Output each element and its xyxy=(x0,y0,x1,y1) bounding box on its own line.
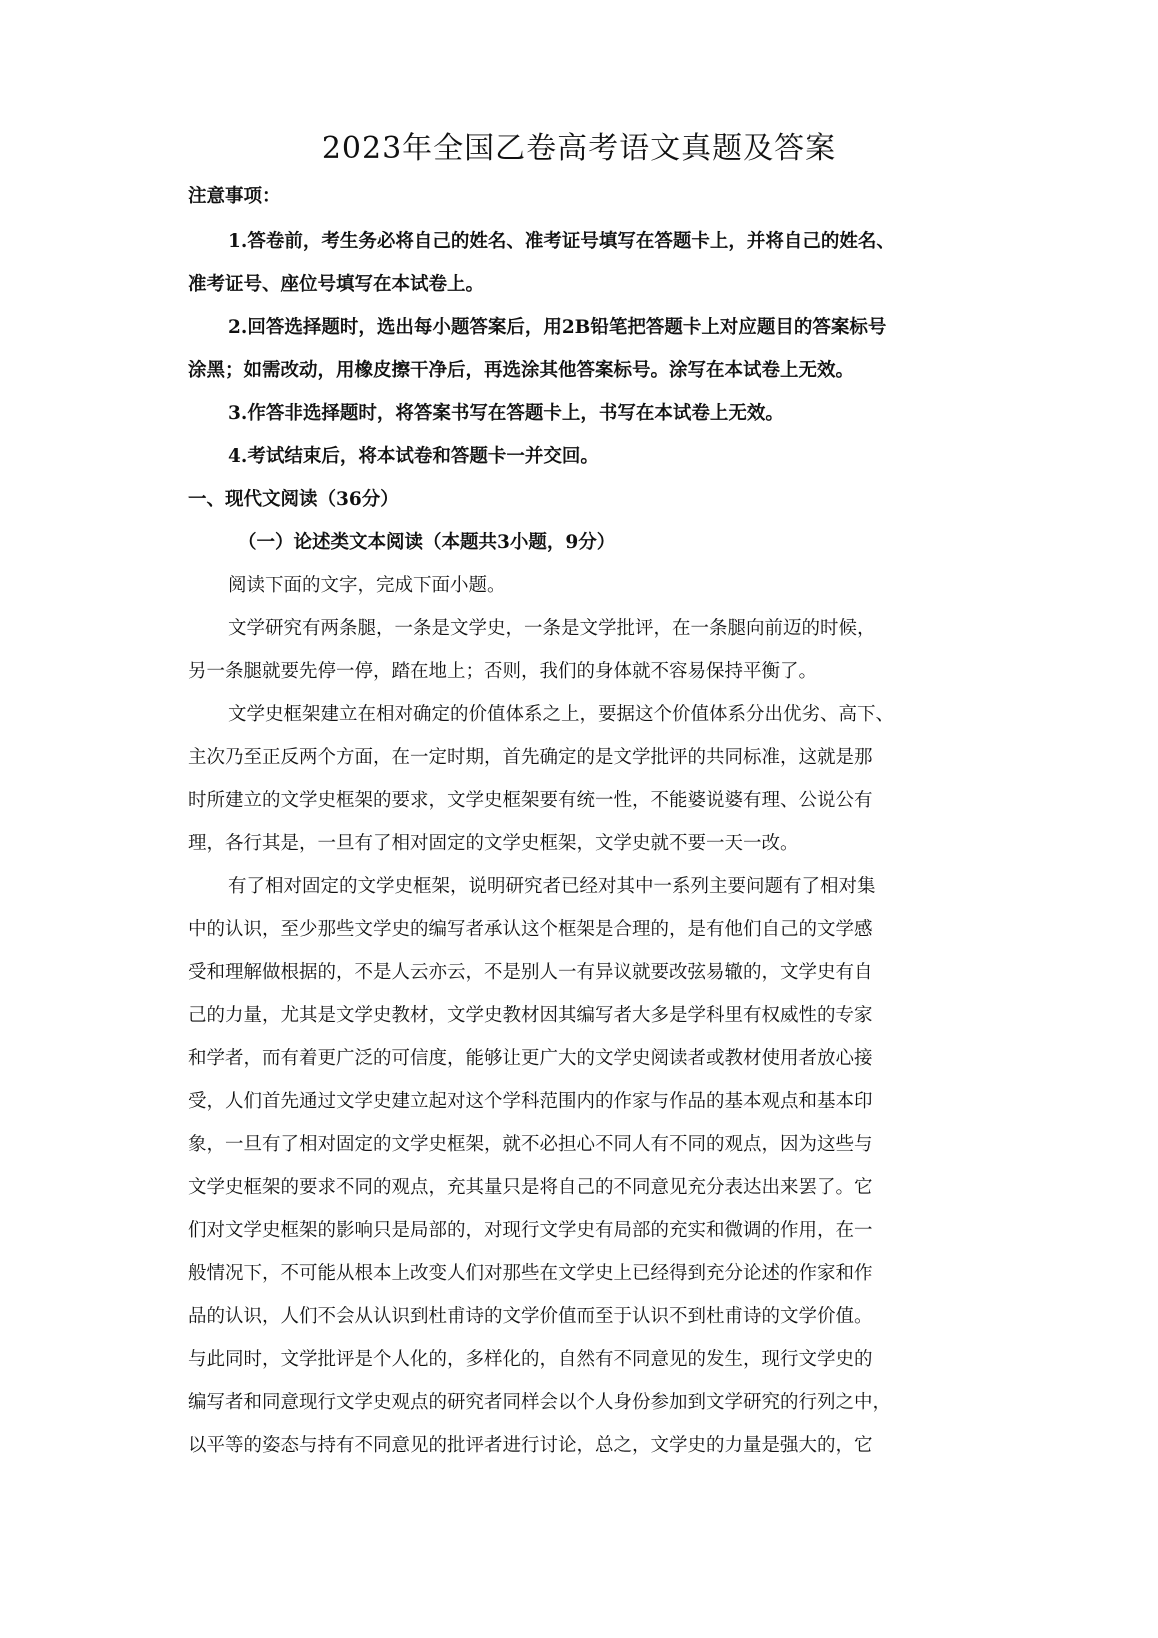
paragraph-2-line-3: 时所建立的文学史框架的要求，文学史框架要有统一性，不能婆说婆有理、公说公有 xyxy=(188,790,873,811)
paragraph-3-line-14: 以平等的姿态与持有不同意见的批评者进行讨论，总之，文学史的力量是强大的，它 xyxy=(188,1435,873,1456)
paragraph-1-line-1: 文学研究有两条腿，一条是文学史，一条是文学批评，在一条腿向前迈的时候， xyxy=(228,618,876,639)
paragraph-3-line-9: 们对文学史框架的影响只是局部的，对现行文学史有局部的充实和微调的作用，在一 xyxy=(188,1220,873,1241)
paragraph-3-line-3: 受和理解做根据的，不是人云亦云，不是别人一有异议就要改弦易辙的，文学史有自 xyxy=(188,962,873,983)
paragraph-2-line-2: 主次乃至正反两个方面，在一定时期，首先确定的是文学批评的共同标准，这就是那 xyxy=(188,747,873,768)
section-heading: 一、现代文阅读（36分） xyxy=(188,489,399,510)
notice-item-1-line-1: 1.答卷前，考生务必将自己的姓名、准考证号填写在答题卡上，并将自己的姓名、 xyxy=(228,231,895,252)
notice-item-4: 4.考试结束后，将本试卷和答题卡一并交回。 xyxy=(228,446,599,467)
paragraph-2-line-1: 文学史框架建立在相对确定的价值体系之上，要据这个价值体系分出优劣、高下、 xyxy=(228,704,895,725)
paragraph-3-line-1: 有了相对固定的文学史框架，说明研究者已经对其中一系列主要问题有了相对集 xyxy=(228,876,876,897)
notice-item-1-line-2: 准考证号、座位号填写在本试卷上。 xyxy=(188,274,485,295)
section-subheading: （一）论述类文本阅读（本题共3小题，9分） xyxy=(238,532,616,553)
paragraph-3-line-10: 般情况下，不可能从根本上改变人们对那些在文学史上已经得到充分论述的作家和作 xyxy=(188,1263,873,1284)
paragraph-3-line-4: 己的力量，尤其是文学史教材，文学史教材因其编写者大多是学科里有权威性的专家 xyxy=(188,1005,873,1026)
page-title: 2023年全国乙卷高考语文真题及答案 xyxy=(321,131,837,166)
section-instruction: 阅读下面的文字，完成下面小题。 xyxy=(228,575,506,596)
paragraph-3-line-8: 文学史框架的要求不同的观点，充其量只是将自己的不同意见充分表达出来罢了。它 xyxy=(188,1177,873,1198)
paragraph-3-line-7: 象，一旦有了相对固定的文学史框架，就不必担心不同人有不同的观点，因为这些与 xyxy=(188,1134,873,1155)
paragraph-1-line-2: 另一条腿就要先停一停，踏在地上；否则，我们的身体就不容易保持平衡了。 xyxy=(188,661,818,682)
paragraph-3-line-11: 品的认识，人们不会从认识到杜甫诗的文学价值而至于认识不到杜甫诗的文学价值。 xyxy=(188,1306,873,1327)
paragraph-2-line-4: 理，各行其是，一旦有了相对固定的文学史框架，文学史就不要一天一改。 xyxy=(188,833,799,854)
notice-heading: 注意事项： xyxy=(188,186,281,207)
paragraph-3-line-5: 和学者，而有着更广泛的可信度，能够让更广大的文学史阅读者或教材使用者放心接 xyxy=(188,1048,873,1069)
notice-item-2-line-2: 涂黑；如需改动，用橡皮擦干净后，再选涂其他答案标号。涂写在本试卷上无效。 xyxy=(188,360,855,381)
notice-item-2-line-1: 2.回答选择题时，选出每小题答案后，用2B铅笔把答题卡上对应题目的答案标号 xyxy=(228,317,887,338)
paragraph-3-line-2: 中的认识，至少那些文学史的编写者承认这个框架是合理的，是有他们自己的文学感 xyxy=(188,919,873,940)
notice-item-3: 3.作答非选择题时，将答案书写在答题卡上，书写在本试卷上无效。 xyxy=(228,403,784,424)
paragraph-3-line-12: 与此同时，文学批评是个人化的，多样化的，自然有不同意见的发生，现行文学史的 xyxy=(188,1349,873,1370)
paragraph-3-line-13: 编写者和同意现行文学史观点的研究者同样会以个人身份参加到文学研究的行列之中， xyxy=(188,1392,892,1413)
paragraph-3-line-6: 受，人们首先通过文学史建立起对这个学科范围内的作家与作品的基本观点和基本印 xyxy=(188,1091,873,1112)
